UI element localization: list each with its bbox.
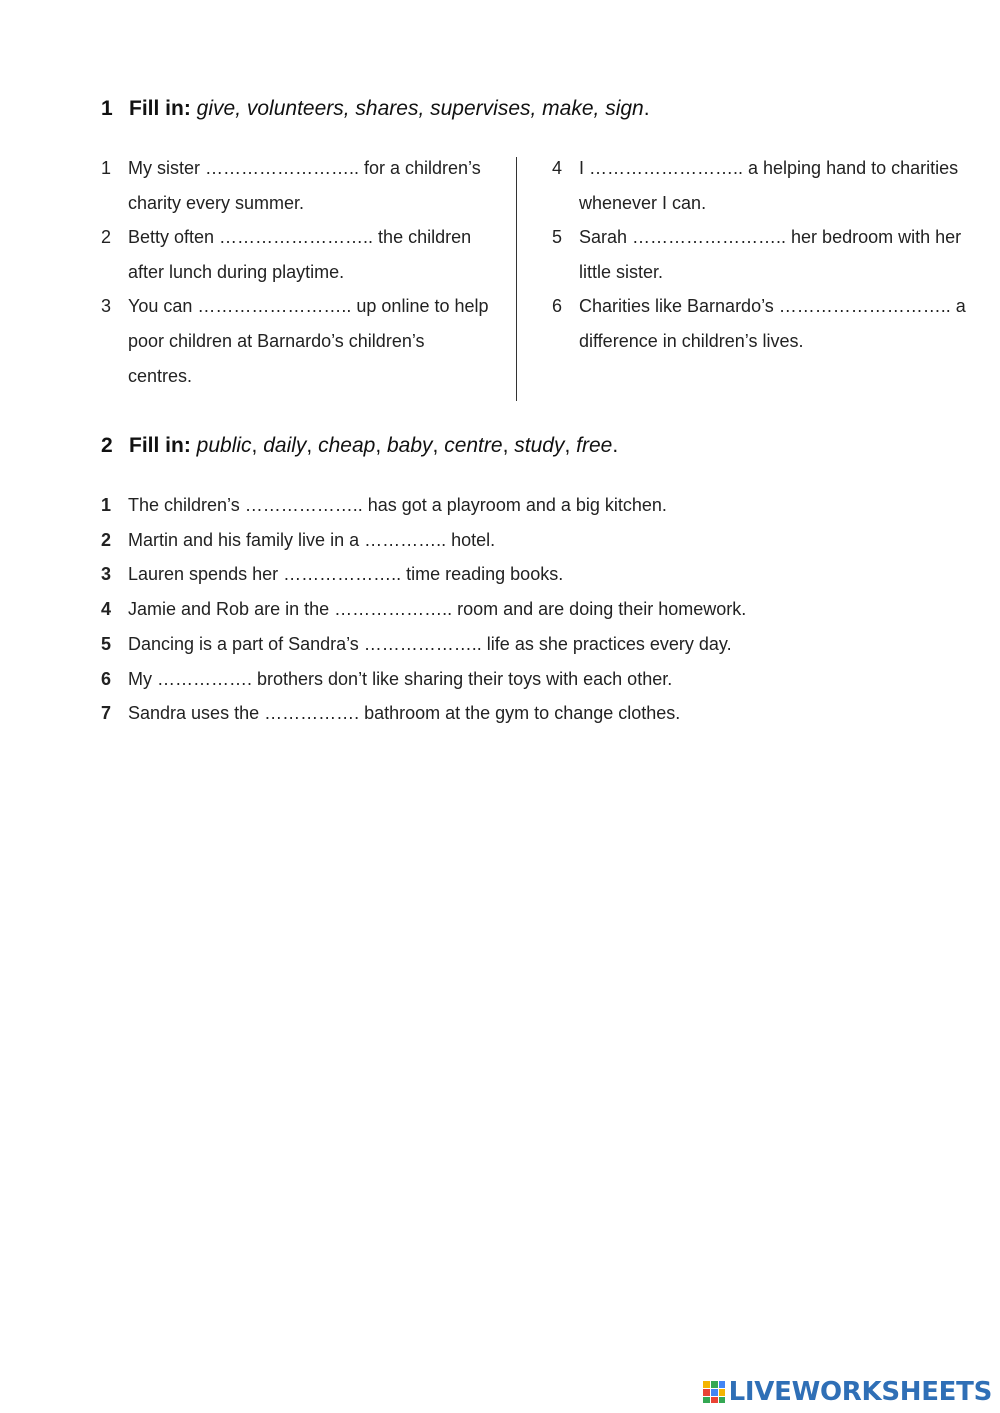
item-number: 4	[552, 158, 563, 178]
exercise-1-left-column	[101, 151, 491, 393]
exercise-item	[552, 151, 972, 220]
item-sentence: Jamie and Rob are in the ……………….. room and are doing their homework.	[128, 599, 747, 620]
word-bank-word: public	[196, 434, 252, 457]
word-separator: ,	[432, 434, 445, 457]
exercise-item	[101, 696, 961, 731]
item-number: 1	[101, 158, 112, 178]
item-sentence: Lauren spends her ……………….. time reading books.	[128, 564, 564, 585]
item-sentence: I …………………….. a helping hand to charities whenever I can.	[579, 158, 959, 213]
exercise-1-number: 1	[101, 97, 113, 120]
word-bank-word: baby	[386, 434, 433, 457]
exercise-2-heading-end: .	[612, 434, 619, 457]
item-number: 6	[101, 668, 112, 689]
word-bank-word: free	[576, 434, 613, 457]
item-sentence: The children’s ……………….. has got a playroom and a big kitchen.	[128, 495, 667, 515]
item-number: 2	[101, 529, 112, 550]
item-sentence: Sandra uses the ……………. bathroom at the gym to change clothes.	[128, 703, 681, 724]
item-number: 2	[101, 227, 112, 248]
exercise-2-number: 2	[101, 434, 113, 457]
liveworksheets-brand: LIVEWORKSHEETS	[728, 1377, 992, 1407]
item-sentence: Charities like Barnardo’s ……………………….. a difference in children’s lives.	[579, 296, 966, 351]
word-bank-word: cheap	[318, 434, 376, 457]
exercise-2-list	[101, 488, 961, 731]
item-number: 7	[101, 703, 112, 724]
item-number: 3	[101, 564, 112, 585]
item-sentence: Dancing is a part of Sandra’s ……………….. life as she practices every day.	[128, 633, 732, 654]
word-separator: ,	[306, 434, 319, 457]
exercise-item	[552, 220, 972, 289]
item-sentence: My ……………. brothers don’t like sharing their toys with each other.	[128, 668, 673, 689]
item-sentence: My sister …………………….. for a children’s charity every summer.	[128, 158, 481, 213]
exercise-1-heading	[101, 96, 650, 122]
exercise-2-label: Fill in:	[129, 434, 191, 457]
word-separator: ,	[502, 434, 515, 457]
exercise-item	[101, 523, 961, 558]
exercise-item	[101, 662, 961, 697]
exercise-item	[101, 627, 961, 662]
word-bank-word: study	[514, 434, 565, 457]
item-number: 3	[101, 296, 112, 317]
exercise-item	[101, 220, 491, 289]
item-number: 4	[101, 599, 112, 620]
item-number: 5	[552, 227, 563, 248]
item-sentence: Betty often …………………….. the children after lunch during playtime.	[128, 227, 472, 282]
word-separator: ,	[375, 434, 387, 457]
exercise-1-label: Fill in:	[129, 97, 191, 120]
item-number: 5	[101, 633, 112, 654]
item-sentence: Martin and his family live in a ………….. hotel.	[128, 529, 496, 550]
liveworksheets-logo-icon	[702, 1380, 726, 1404]
word-bank-word: daily	[263, 434, 307, 457]
item-number: 6	[552, 296, 563, 317]
item-sentence: You can …………………….. up online to help poor children at Barnardo’s children’s centres.	[128, 296, 489, 386]
exercise-item	[101, 592, 961, 627]
item-sentence: Sarah …………………….. her bedroom with her little sister.	[579, 227, 962, 282]
exercise-item	[101, 151, 491, 220]
exercise-2-word-bank	[197, 434, 613, 457]
exercise-2-heading	[101, 433, 618, 459]
exercise-item	[552, 289, 972, 358]
word-separator: ,	[564, 434, 577, 457]
word-separator: ,	[251, 434, 264, 457]
exercise-1-word-bank: give, volunteers, shares, supervises, make, sign	[196, 97, 644, 120]
item-number: 1	[101, 495, 112, 515]
column-divider	[516, 157, 517, 401]
exercise-1-right-column	[552, 151, 972, 359]
word-bank-word: centre	[444, 434, 503, 457]
exercise-1-heading-end: .	[643, 97, 650, 120]
exercise-item	[101, 488, 961, 523]
exercise-item	[101, 289, 491, 393]
exercise-item	[101, 557, 961, 592]
liveworksheets-logo	[702, 1376, 992, 1408]
